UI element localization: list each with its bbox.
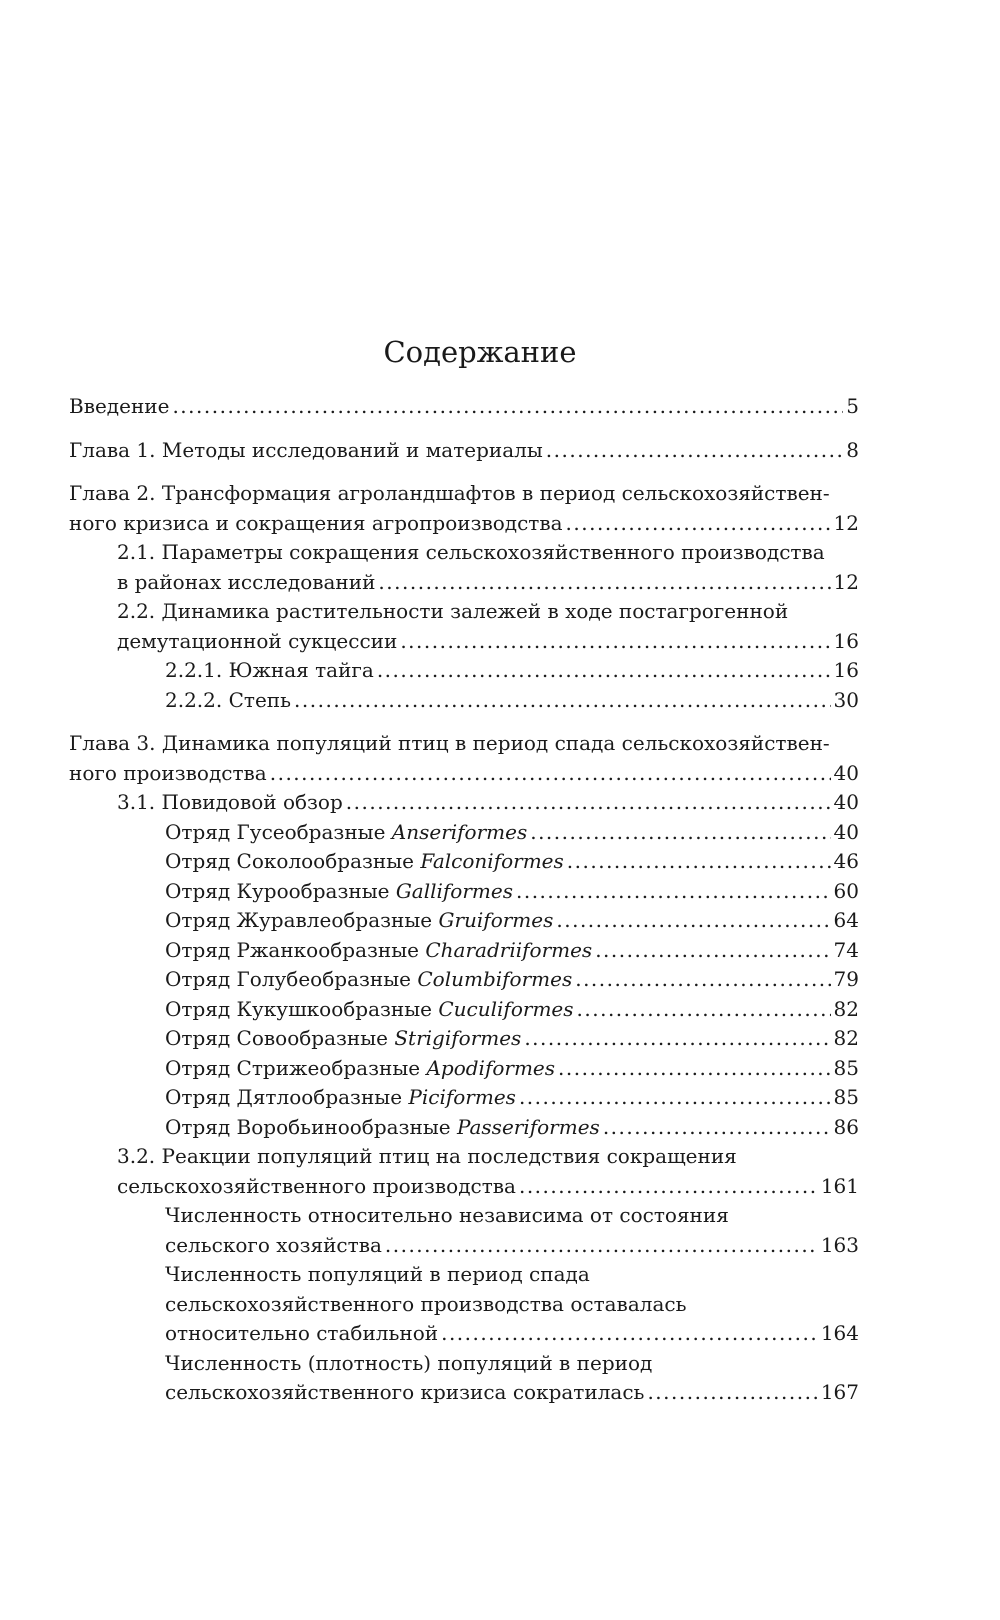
toc-page-number: 12 [833, 510, 859, 535]
order-name: Отряд Дятлообразные [165, 1085, 403, 1109]
dot-leader [595, 936, 830, 966]
order-name: Отряд Совообразные [165, 1026, 388, 1050]
toc-entry-title: ного кризиса и сокращения агропроизводства [69, 510, 563, 535]
toc-entry-line: 3.2. Реакции популяций птиц на последствия сокращения [117, 1144, 737, 1168]
order-latin-name: Passeriformes [456, 1114, 600, 1139]
toc-entry-title: сельского хозяйства [165, 1232, 382, 1257]
toc-page-number: 74 [833, 937, 859, 962]
toc-page-number: 85 [833, 1055, 859, 1080]
toc-entry-title [165, 1083, 516, 1113]
dot-leader [378, 568, 830, 598]
toc-page-number: 12 [833, 569, 859, 594]
toc-entry-title [165, 1024, 521, 1054]
toc-entry [69, 1024, 859, 1054]
toc-page-number: 163 [820, 1232, 859, 1257]
toc-page-number: 86 [833, 1114, 859, 1139]
toc-entry [69, 1349, 859, 1408]
toc-entry [69, 729, 859, 788]
toc-entry-title: сельскохозяйственного производства [117, 1173, 516, 1198]
toc-page-number: 16 [833, 658, 859, 682]
toc-entry-title: Глава 1. Методы исследований и материалы [69, 437, 543, 462]
toc-entry-title: Введение [69, 394, 170, 418]
toc-entry-title [165, 995, 574, 1025]
order-latin-name: Piciformes [408, 1085, 516, 1109]
toc-entry [69, 538, 859, 597]
toc-page-number: 30 [833, 687, 859, 712]
toc-entry-line: Численность относительно независима от состояния [165, 1203, 729, 1227]
dot-leader [524, 1024, 830, 1054]
order-latin-name: Galliformes [395, 878, 513, 903]
toc-entry-line: Численность (плотность) популяций в период [165, 1350, 653, 1375]
toc-entry [69, 818, 859, 848]
order-name: Отряд Голубеобразные [165, 967, 411, 991]
dot-leader [441, 1319, 818, 1349]
toc-entry [69, 686, 859, 716]
dot-leader [546, 436, 843, 466]
order-latin-name: Falconiformes [420, 849, 564, 873]
dot-leader [172, 392, 843, 422]
order-name: Отряд Соколообразные [165, 849, 414, 873]
dot-leader [270, 759, 831, 789]
toc-entry-line: 2.2. Динамика растительности залежей в ходе постагрогенной [117, 599, 789, 623]
toc-entry-line: Глава 3. Динамика популяций птиц в период спада сельскохозяйствен- [69, 731, 830, 755]
toc-entry-line: Численность популяций в период спада [165, 1262, 590, 1286]
page-title: Содержание [383, 335, 577, 369]
dot-leader [400, 627, 830, 657]
toc-entry-title: в районах исследований [117, 569, 376, 594]
toc-entry [69, 847, 859, 877]
dot-leader [603, 1113, 831, 1143]
order-latin-name: Cuculiformes [438, 996, 574, 1021]
toc-page-number: 40 [833, 760, 859, 785]
toc-entry [69, 392, 859, 422]
toc-entry [69, 656, 859, 686]
toc-entry-title [165, 818, 527, 848]
order-latin-name: Gruiformes [438, 908, 554, 932]
dot-leader [647, 1378, 817, 1408]
toc-entry-title: 2.2.1. Южная тайга [165, 658, 374, 682]
dot-leader [516, 877, 831, 907]
toc-entry-title: 3.1. Повидовой обзор [117, 790, 343, 814]
table-of-contents [69, 392, 859, 1408]
toc-entry [69, 788, 859, 818]
toc-entry-line: 2.1. Параметры сокращения сельскохозяйственного производства [117, 540, 825, 564]
toc-entry [69, 1260, 859, 1349]
order-name: Отряд Стрижеобразные [165, 1055, 421, 1080]
dot-leader [519, 1172, 818, 1202]
dot-leader [577, 995, 831, 1025]
toc-entry-title [165, 877, 513, 907]
dot-leader [519, 1083, 831, 1113]
toc-page-number: 85 [833, 1085, 859, 1109]
toc-page-number: 8 [846, 437, 859, 462]
toc-entry [69, 1113, 859, 1143]
toc-entry-line: сельскохозяйственного производства оставалась [165, 1291, 687, 1316]
toc-entry-title: 2.2.2. Степь [165, 687, 292, 712]
toc-entry-title [165, 1113, 600, 1143]
order-name: Отряд Кукушкообразные [165, 996, 433, 1021]
toc-entry [69, 877, 859, 907]
order-latin-name: Columbiformes [417, 967, 573, 991]
dot-leader [294, 686, 831, 716]
order-latin-name: Apodiformes [426, 1055, 556, 1080]
toc-entry [69, 995, 859, 1025]
toc-entry-title [165, 936, 592, 966]
toc-entry [69, 1054, 859, 1084]
order-name: Отряд Курообразные [165, 878, 390, 903]
toc-entry-title [165, 965, 572, 995]
toc-page-number: 164 [820, 1321, 859, 1345]
toc-page-number: 16 [833, 628, 859, 653]
toc-entry [69, 1142, 859, 1201]
toc-entry-title: относительно стабильной [165, 1321, 439, 1345]
toc-page-number: 79 [833, 967, 859, 991]
toc-entry [69, 936, 859, 966]
toc-page-number: 82 [833, 1026, 859, 1050]
toc-entry-title: сельскохозяйственного кризиса сократилась [165, 1380, 645, 1404]
toc-entry-title: ного производства [69, 760, 267, 785]
order-name: Отряд Гусеобразные [165, 819, 386, 844]
order-latin-name: Anseriformes [391, 819, 528, 844]
toc-entry [69, 906, 859, 936]
toc-page-number: 60 [833, 878, 859, 903]
toc-entry [69, 965, 859, 995]
toc-entry [69, 1083, 859, 1113]
order-latin-name: Strigiformes [394, 1026, 522, 1050]
toc-page-number: 161 [820, 1173, 859, 1198]
dot-leader [385, 1231, 818, 1261]
toc-entry [69, 436, 859, 466]
toc-page-number: 40 [833, 819, 859, 844]
toc-page-number: 46 [833, 849, 859, 873]
dot-leader [558, 1054, 831, 1084]
toc-entry [69, 1201, 859, 1260]
toc-entry [69, 479, 859, 538]
toc-page-number: 82 [833, 996, 859, 1021]
toc-entry [69, 597, 859, 656]
dot-leader [567, 847, 831, 877]
toc-entry-title [165, 1054, 555, 1084]
order-latin-name: Charadriiformes [425, 937, 593, 962]
toc-page-number: 40 [833, 790, 859, 814]
dot-leader [530, 818, 830, 848]
order-name: Отряд Воробьинообразные [165, 1114, 451, 1139]
toc-entry-title [165, 847, 564, 877]
dot-leader [566, 509, 831, 539]
toc-entry-title: демутационной сукцессии [117, 628, 398, 653]
toc-page-number: 167 [820, 1380, 859, 1404]
toc-page-number: 5 [846, 394, 859, 418]
dot-leader [575, 965, 830, 995]
dot-leader [346, 788, 831, 818]
order-name: Отряд Ржанкообразные [165, 937, 420, 962]
dot-leader [377, 656, 831, 686]
order-name: Отряд Журавлеобразные [165, 908, 433, 932]
toc-entry-line: Глава 2. Трансформация агроландшафтов в период сельскохозяйствен- [69, 481, 830, 505]
toc-page-number: 64 [833, 908, 859, 932]
dot-leader [556, 906, 830, 936]
toc-entry-title [165, 906, 553, 936]
